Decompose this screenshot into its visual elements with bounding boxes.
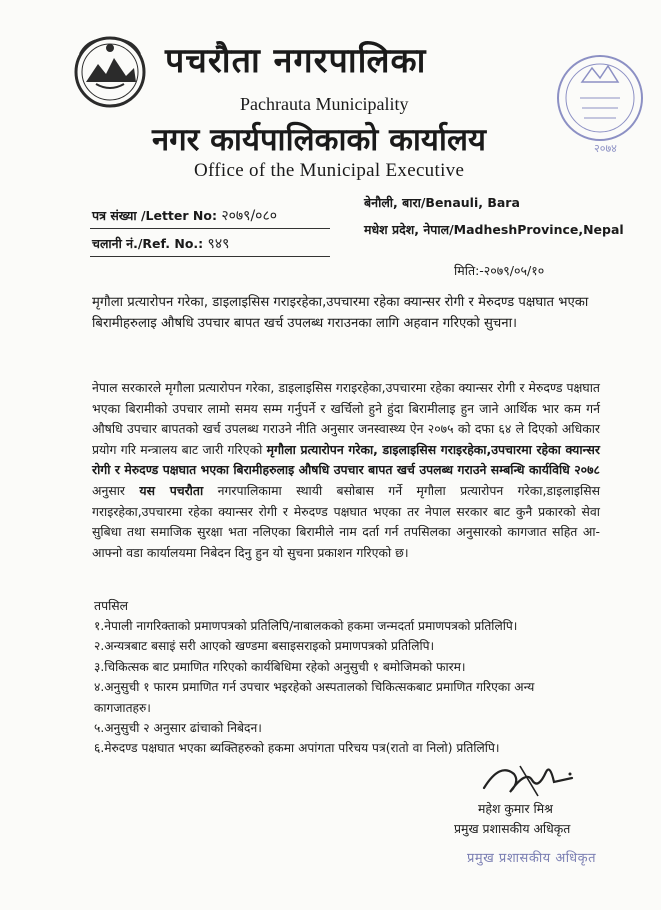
body-paragraph xyxy=(92,378,600,563)
municipality-name-nepali: पचरौता नगरपालिका xyxy=(165,41,427,81)
letter-number-label: पत्र संख्या /Letter No: xyxy=(92,208,217,223)
list-item: ५.अनुसुची २ अनुसार ढांचाको निबेदन। xyxy=(94,721,262,736)
list-item: १.नेपाली नागरिक्ताको प्रमाणपत्रको प्रतिलिपि/नाबालकको हकमा जन्मदर्ता प्रमाणपत्रको प्रतिलिपि। xyxy=(94,619,518,633)
municipality-name-english: Pachrauta Municipality xyxy=(240,94,409,114)
letter-date: मिति:-२०७९/०५/१० xyxy=(454,263,545,278)
list-item: ६.मेरुदण्ड पक्षघात भएका ब्यक्तिहरुको हकमा अपांगता परिचय पत्र(रातो वा निलो) प्रतिलिपि। xyxy=(94,741,500,756)
subject: मृगौला प्रत्यारोपन गरेका, डाइलाइसिस गराइरहेका,उपचारमा रहेका क्यान्सर रोगी र मेरुदण्ड पक्षघात भएका बिरामीहरुलाइ औषधि उपचार बापत खर्च उपलब्ध गराउनका लागि अहवान गरिएको सुचना। xyxy=(92,295,589,331)
list-heading: तपसिल xyxy=(94,598,129,613)
letter-number-value: २०७९/०८० xyxy=(221,208,278,224)
body-bold-1: मृगौला प्रत्यारोपन गरेका, डाइलाइसिस गराइरहेका,उपचारमा रहेका क्यान्सर रोगी र मेरुदण्ड पक्षघात भएका बिरामीहरुलाइ औषधि उपचार बापत खर्च उपलब्ध गराउने सम्बन्धि कार्यविधि २०७८ xyxy=(92,441,600,478)
office-name-english: Office of the Municipal Executive xyxy=(194,160,465,181)
signer-name: महेश कुमार मिश्र xyxy=(478,801,553,816)
office-name-nepali: नगर कार्यपालिकाको कार्यालय xyxy=(152,122,486,158)
reference-number xyxy=(92,234,229,253)
body-text-3: नगरपालिकामा स्थायी बसोबास गर्ने मृगौला प्रत्यारोपन गरेका,डाइलाइसिस गराइरहेका,उपचारमा रहेका क्यान्सर रोगी र मेरुदण्ड पक्षघात भएका तर नेपाल सरकार बाट कुनै प्रकारको सेवा सुबिधा तथा समाजिक सुरक्षा भता नलिएका बिरामीले नाम दर्ता गर्न तपसिलका अनुसारको कागजात सहित आ-आफ्नो वडा कार्यालयमा निबेदन दिनु हुन यो सुचना प्रकाशन गरिएको छ। xyxy=(92,482,600,560)
body-text-1: नेपाल सरकारले मृगौला प्रत्यारोपन गरेका, डाइलाइसिस गराइरहेका,उपचारमा रहेका क्यान्सर रोगी र मेरुदण्ड पक्षघात भएका बिरामीको उपचार लामो समय सम्म गर्नुपर्ने र खर्चिलो हुने हुंदा बिरामीलाइ हुन जाने आर्थिक भार कम गर्न औषधि उपचार बापतको खर्च उपलब्ध गराउने नीति अनुसार जनस्वास्थ्य ऐन २०७५ को दफा ६४ ले दिएको अधिकार प्रयोग गरि मन्त्रालय बाट जारी गरिएको xyxy=(92,380,600,457)
list-item: २.अन्यत्रबाट बसाइं सरी आएको खण्डमा बसाइसराइको प्रमाणपत्रको प्रतिलिपि। xyxy=(94,639,435,654)
office-seal xyxy=(554,42,646,160)
signer-stamp: प्रमुख प्रशासकीय अधिकृत xyxy=(467,851,597,866)
body-bold-2: यस पचरौता xyxy=(139,482,204,498)
body-text-2: अनुसार xyxy=(92,482,125,498)
reference-number-value: ९४९ xyxy=(207,236,230,252)
address-line-1: बेनौली, बारा/Benauli, Bara xyxy=(364,195,520,210)
list-item: ३.चिकित्सक बाट प्रमाणित गरिएको कार्यबिधिमा रहेको अनुसुची १ बमोजिमको फारम। xyxy=(94,659,466,674)
reference-number-label: चलानी नं./Ref. No.: xyxy=(92,236,204,251)
signer-title: प्रमुख प्रशासकीय अधिकृत xyxy=(454,821,571,836)
reference-number-rule xyxy=(90,256,330,257)
seal-year: २०७४ xyxy=(594,142,617,155)
letter-number xyxy=(92,206,277,225)
municipality-logo xyxy=(72,34,148,110)
signature xyxy=(480,752,580,802)
letter-number-rule xyxy=(90,228,330,229)
address-line-2: मधेश प्रदेश, नेपाल/MadheshProvince,Nepal xyxy=(364,222,624,237)
list-item: ४.अनुसुची १ फारम प्रमाणित गर्न उपचार भइरहेको अस्पतालको चिकित्सकबाट प्रमाणित गरिएका अन्य कागजातहरु। xyxy=(94,680,535,715)
requirements-list xyxy=(94,616,594,759)
